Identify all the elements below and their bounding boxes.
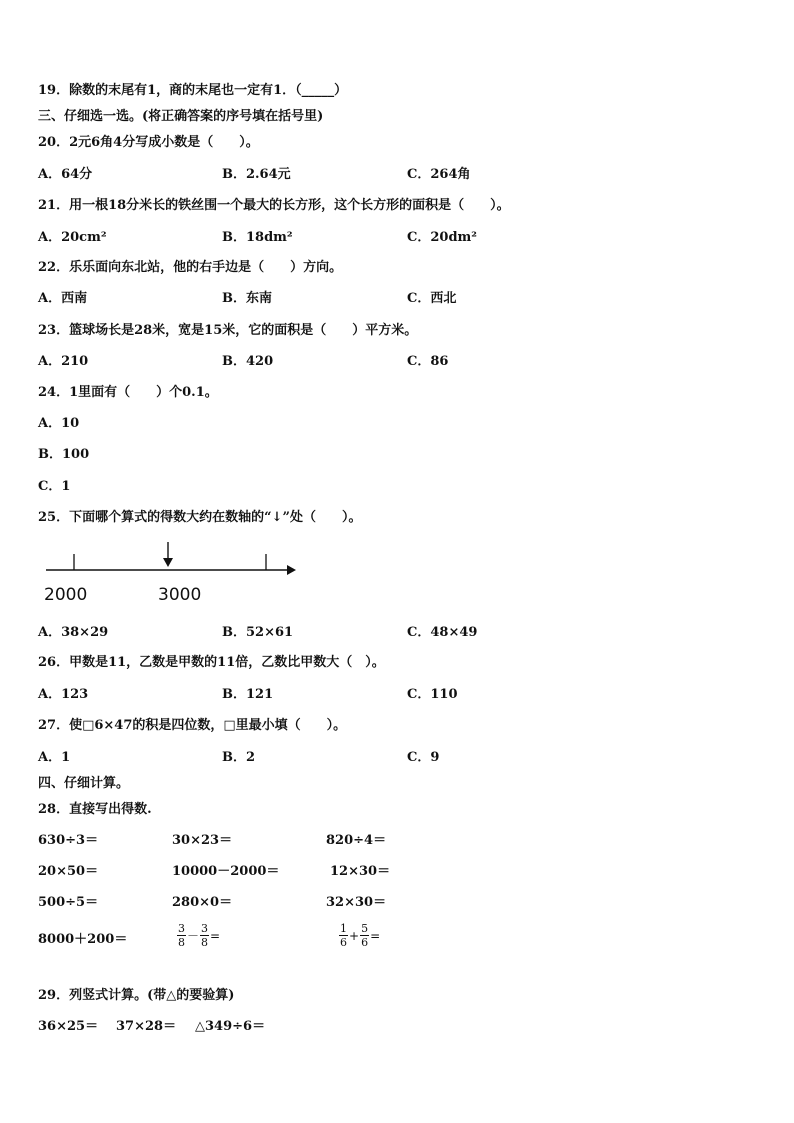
q25-option-a[interactable]: A．38×29	[38, 625, 109, 640]
q23-option-c[interactable]: C．86	[407, 354, 449, 369]
q24-option-c[interactable]: C．1	[38, 479, 71, 494]
question-27-stem: 27．使□6×47的积是四位数，□里最小填（ ）。	[38, 718, 347, 733]
q28-r3-c3: 32×30＝	[326, 895, 387, 910]
q21-option-b[interactable]: B．18dm²	[222, 230, 293, 245]
q26-option-b[interactable]: B．121	[222, 687, 274, 702]
q21-option-a[interactable]: A．20cm²	[38, 230, 107, 245]
q25-option-c[interactable]: C．48×49	[407, 625, 478, 640]
question-19: 19．除数的末尾有1，商的末尾也一定有1．（_____）	[38, 83, 348, 98]
q28-r1-c1: 630÷3＝	[38, 833, 99, 848]
q23-option-b[interactable]: B．420	[222, 354, 274, 369]
number-line-arrowhead	[287, 565, 296, 575]
axis-label-2000: 2000	[44, 585, 88, 605]
question-23-stem: 23．篮球场长是28米，宽是15米，它的面积是（ ）平方米。	[38, 323, 418, 338]
question-29-stem: 29．列竖式计算。(带△的要验算)	[38, 988, 235, 1003]
question-25-stem: 25．下面哪个算式的得数大约在数轴的“↓”处（ ）。	[38, 510, 362, 525]
section-4-title: 四、仔细计算。	[38, 776, 130, 791]
q23-option-a[interactable]: A．210	[38, 354, 89, 369]
q27-option-b[interactable]: B．2	[222, 750, 256, 765]
q22-option-a[interactable]: A．西南	[38, 291, 88, 306]
question-24-stem: 24．1里面有（ ）个0.1。	[38, 385, 218, 400]
q25-option-b[interactable]: B．52×61	[222, 625, 294, 640]
q24-option-a[interactable]: A．10	[38, 416, 80, 431]
q26-option-a[interactable]: A．123	[38, 687, 89, 702]
q27-option-a[interactable]: A．1	[38, 750, 71, 765]
question-22-stem: 22．乐乐面向东北站，他的右手边是（ ）方向。	[38, 260, 343, 275]
question-21-stem: 21．用一根18分米长的铁丝围一个最大的长方形，这个长方形的面积是（ ）。	[38, 198, 510, 213]
fraction-5-6: $\frac{5}{6}$	[361, 922, 369, 949]
q28-r2-c2: 10000－2000＝	[172, 864, 280, 879]
q28-r1-c3: 820÷4＝	[326, 833, 387, 848]
axis-label-3000: 3000	[158, 585, 202, 605]
q22-option-b[interactable]: B．东南	[222, 291, 272, 306]
q28-r3-c1: 500÷5＝	[38, 895, 99, 910]
number-line-figure	[38, 540, 300, 608]
question-28-stem: 28．直接写出得数.	[38, 802, 152, 817]
q28-r3-c2: 280×0＝	[172, 895, 233, 910]
fraction-3-8-a: $\frac{3}{8}$	[178, 922, 185, 949]
q28-r1-c2: 30×23＝	[172, 833, 233, 848]
q28-r2-c3: 12×30＝	[330, 864, 391, 879]
q28-r2-c1: 20×50＝	[38, 864, 99, 879]
question-20-stem: 20．2元6角4分写成小数是（ ）。	[38, 135, 259, 150]
fraction-3-8-b: $\frac{3}{8}$	[201, 922, 209, 949]
q20-option-c[interactable]: C．264角	[407, 167, 471, 182]
q29-item-1: 36×25＝	[38, 1019, 99, 1034]
section-3-title: 三、仔细选一选。(将正确答案的序号填在括号里)	[38, 109, 324, 124]
q24-option-b[interactable]: B．100	[38, 447, 90, 462]
question-26-stem: 26．甲数是11，乙数是甲数的11倍，乙数比甲数大（ ）。	[38, 655, 385, 670]
q20-option-b[interactable]: B．2.64元	[222, 167, 291, 182]
q22-option-c[interactable]: C．西北	[407, 291, 457, 306]
q21-option-c[interactable]: C．20dm²	[407, 230, 477, 245]
q29-item-3: △349÷6＝	[195, 1019, 266, 1034]
q28-r4-c1: 8000＋200＝	[38, 932, 128, 947]
fraction-expression-2: $\frac{1}{6}$ + $\frac{5}{6}$ =	[340, 922, 381, 949]
fraction-1-6: $\frac{1}{6}$	[340, 922, 347, 949]
q27-option-c[interactable]: C．9	[407, 750, 440, 765]
q26-option-c[interactable]: C．110	[407, 687, 458, 702]
q29-item-2: 37×28＝	[116, 1019, 177, 1034]
q20-option-a[interactable]: A．64分	[38, 167, 93, 182]
down-arrow-head	[163, 558, 173, 567]
fraction-expression-1: $\frac{3}{8}$ － $\frac{3}{8}$ =	[178, 922, 221, 949]
